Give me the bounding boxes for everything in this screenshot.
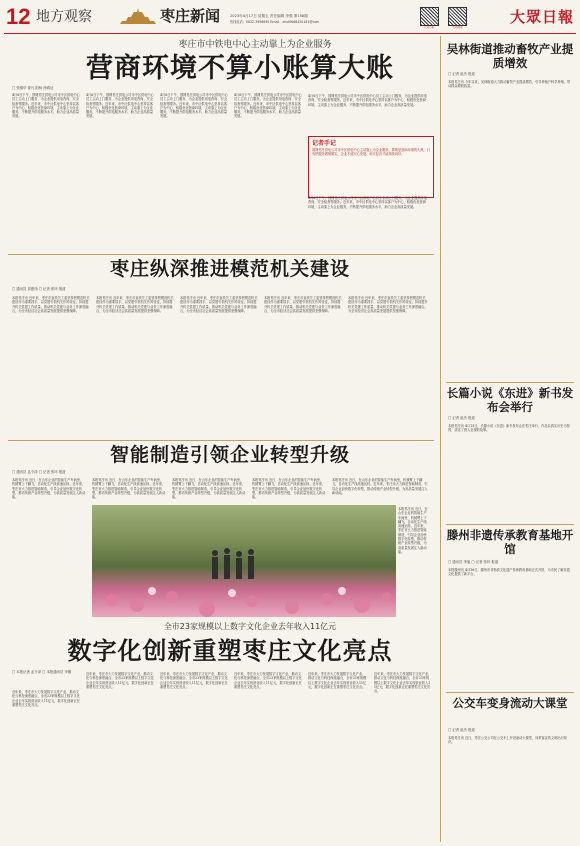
qr-label: 大众新闻 xyxy=(451,26,463,29)
article1-body: 4月6日下午，国网枣庄供电公司市中区供电中心员工主动上门服务，为企业提供用电咨询、安全检查等服务。近年来，市中区供电中心坚持以客户为中心，积极优化营商环境，主动靠上为企业服务，不断提升供电服务水平，助力企业高质量发展。 xyxy=(234,93,302,119)
sidebar-byline-3: □ 通讯员 李旭 □ 记者 张环 报道 xyxy=(448,560,499,564)
date-line: 2023年4月17日 星期五 责任编辑 李强 第158期 xyxy=(230,14,308,18)
article3-body: 本报枣庄讯 近日，在山东企业的智能生产车间里，机械臂上下翻飞，自动化生产线高速运转。近年来，枣庄市大力推进智能制造，引导企业加快数字化转型，推动传统产业转型升级，为高质量发展注入新动能。 xyxy=(92,478,166,500)
article3-byline: □ 通讯员 孟令泽 □ 记者 张环 报道 xyxy=(12,470,66,474)
article4-body: 近年来，枣庄市大力发展数字文化产业，推动文化与科技深度融合，全市23家规模以上数字文化企业去年实现营业收入11亿元，数字化创新正在重塑枣庄文化亮点。 xyxy=(308,672,367,689)
article3-body: 本报枣庄讯 近日，在山东企业的智能生产车间里，机械臂上下翻飞，自动化生产线高速运转。近年来，枣庄市大力推进智能制造，引导企业加快数字化转型，推动传统产业转型升级，为高质量发展注入新动能。 xyxy=(12,478,86,500)
section-name: 地方观察 xyxy=(36,9,92,25)
article1-body: 4月6日下午，国网枣庄供电公司市中区供电中心员工主动上门服务，为企业提供用电咨询、安全检查等服务。近年来，市中区供电中心坚持以客户为中心，积极优化营商环境，主动靠上为企业服务，不断提升供电服务水平，助力企业高质量发展。 xyxy=(86,93,154,119)
qr-code-icon xyxy=(448,7,467,26)
qr-label: 大众日报 xyxy=(423,26,435,29)
article4-kicker: 全市23家规模以上数字文化企业去年收入11亿元 xyxy=(163,622,337,631)
article1-body: 4月6日下午，国网枣庄供电公司市中区供电中心员工主动上门服务，为企业提供用电咨询、安全检查等服务。近年来，市中区供电中心坚持以客户为中心，积极优化营商环境，主动靠上为企业服务，不断提升供电服务水平，助力企业高质量发展。 xyxy=(308,196,427,209)
article4-headline: 数字化创新重塑枣庄文化亮点 xyxy=(67,637,393,665)
article1-byline: □ 张刚华 姜凡 阳杨 徐鸿达 xyxy=(12,86,54,90)
photo-caption-box xyxy=(396,505,430,617)
article4-byline: □ 本报记者 孟令泽 □ 本报通讯员 李刚 xyxy=(12,670,72,674)
article4-body: 近年来，枣庄市大力发展数字文化产业，推动文化与科技深度融合，全市23家规模以上数字文化企业去年实现营业收入11亿元，数字化创新正在重塑枣庄文化亮点。 xyxy=(234,672,302,689)
article2-body: 本报枣庄讯 近年来，枣庄市直机关工委坚持把模范机关建设作为重要抓手，以党建引领机关作风转变，持续提升机关党建工作质量，推动机关党建与业务工作深度融合，为全市经济社会高质量发展提供坚强保障。 xyxy=(96,296,174,313)
article1-body: 4月6日下午，国网枣庄供电公司市中区供电中心员工主动上门服务，为企业提供用电咨询、安全检查等服务。近年来，市中区供电中心坚持以客户为中心，积极优化营商环境，主动靠上为企业服务，不断提升供电服务水平，助力企业高质量发展。 xyxy=(308,94,427,107)
newspaper-logo: 大眾日報 xyxy=(510,8,575,26)
sidebar-byline-1: □ 记者 崔杰 报道 xyxy=(448,72,475,76)
sidebar-headline-2: 长篇小说《东进》新书发布会举行 xyxy=(446,386,574,414)
sidebar-headline-3: 滕州非遗传承教育基地开馆 xyxy=(446,528,574,556)
sidebar-byline-2: □ 记者 崔杰 报道 xyxy=(448,416,475,420)
article3-headline: 智能制造引领企业转型升级 xyxy=(109,444,350,466)
article3-body: 本报枣庄讯 近日，在山东企业的智能生产车间里，机械臂上下翻飞，自动化生产线高速运转。近年来，枣庄市大力推进智能制造，引导企业加快数字化转型，推动传统产业转型升级，为高质量发展注入新动能。 xyxy=(332,478,428,495)
sidebar-body-1: 本报枣庄讯 今年以来，吴林街道大力推动畜牧产业提质增效，引导养殖户科学养殖，带动群众增收致富。 xyxy=(448,80,571,89)
article2-byline: □ 通讯员 刘建伟 □ 记者 张环 报道 xyxy=(12,287,66,291)
sidebar-body-4: 本报枣庄讯 近日，枣庄公交公司在公交车上开设流动大课堂，向乘客宣传文明出行知识。 xyxy=(448,736,567,745)
article2-body: 本报枣庄讯 近年来，枣庄市直机关工委坚持把模范机关建设作为重要抓手，以党建引领机关作风转变，持续提升机关党建工作质量，推动机关党建与业务工作深度融合，为全市经济社会高质量发展提供坚强保障。 xyxy=(348,296,428,313)
people-in-field-icon xyxy=(92,505,396,617)
reporter-note-box xyxy=(308,136,434,198)
article4-body: 近年来，枣庄市大力发展数字文化产业，推动文化与科技深度融合，全市23家规模以上数字文化企业去年实现营业收入11亿元，数字化创新正在重塑枣庄文化亮点。 xyxy=(160,672,228,689)
reporter-note-label: 记者手记 xyxy=(312,140,337,147)
qr-code-icon xyxy=(420,7,439,26)
article1-body: 4月6日下午，国网枣庄供电公司市中区供电中心员工主动上门服务，为企业提供用电咨询、安全检查等服务。近年来，市中区供电中心坚持以客户为中心，积极优化营商环境，主动靠上为企业服务，不断提升供电服务水平，助力企业高质量发展。 xyxy=(160,93,228,119)
article1-kicker: 枣庄市中铁电中心主动靠上为企业服务 xyxy=(178,40,332,50)
contact-line: 热线电话：0632-3956695 Email：zhxf0668420181@com xyxy=(230,20,320,24)
article2-body: 本报枣庄讯 近年来，枣庄市直机关工委坚持把模范机关建设作为重要抓手，以党建引领机关作风转变，持续提升机关党建工作质量，推动机关党建与业务工作深度融合，为全市经济社会高质量发展提供坚强保障。 xyxy=(180,296,258,313)
article1-body: 4月6日下午，国网枣庄供电公司市中区供电中心员工主动上门服务，为企业提供用电咨询、安全检查等服务。近年来，市中区供电中心坚持以客户为中心，积极优化营商环境，主动靠上为企业服务，不断提升供电服务水平，助力企业高质量发展。 xyxy=(12,93,80,119)
article4-body: 近年来，枣庄市大力发展数字文化产业，推动文化与科技深度融合，全市23家规模以上数字文化企业去年实现营业收入11亿元，数字化创新正在重塑枣庄文化亮点。 xyxy=(86,672,154,689)
sidebar-body-2: 本报枣庄讯 4月15日，长篇小说《东进》新书发布会在枣庄举行，作品以真实历史为背景，讲述了感人至深的故事。 xyxy=(448,424,570,433)
article3-body: 本报枣庄讯 近日，在山东企业的智能生产车间里，机械臂上下翻飞，自动化生产线高速运转。近年来，枣庄市大力推进智能制造，引导企业加快数字化转型，推动传统产业转型升级，为高质量发展注入新动能。 xyxy=(252,478,326,500)
article2-body: 本报枣庄讯 近年来，枣庄市直机关工委坚持把模范机关建设作为重要抓手，以党建引领机关作风转变，持续提升机关党建工作质量，推动机关党建与业务工作深度融合，为全市经济社会高质量发展提供坚强保障。 xyxy=(264,296,342,313)
photo-caption: 本报枣庄讯 近日，在山东企业的智能生产车间里，机械臂上下翻飞，自动化生产线高速运转。近年来，枣庄市大力推进智能制造，引导企业加快数字化转型，推动传统产业转型升级，为高质量发展注入新动能。 xyxy=(398,507,428,554)
article1-headline: 营商环境不算小账算大账 xyxy=(86,53,394,84)
article4-body: 近年来，枣庄市大力发展数字文化产业，推动文化与科技深度融合，全市23家规模以上数字文化企业去年实现营业收入11亿元，数字化创新正在重塑枣庄文化亮点。 xyxy=(374,672,432,694)
sidebar-headline-4: 公交车变身流动大课堂 xyxy=(452,696,568,710)
article4-body: 近年来，枣庄市大力发展数字文化产业，推动文化与科技深度融合，全市23家规模以上数字文化企业去年实现营业收入11亿元，数字化创新正在重塑枣庄文化亮点。 xyxy=(12,690,80,707)
article3-body: 本报枣庄讯 近日，在山东企业的智能生产车间里，机械臂上下翻飞，自动化生产线高速运转。近年来，枣庄市大力推进智能制造，引导企业加快数字化转型，推动传统产业转型升级，为高质量发展注入新动能。 xyxy=(172,478,246,500)
sidebar-byline-4: □ 记者 崔杰 报道 xyxy=(448,728,475,732)
paper-section-title: 枣庄新闻 xyxy=(160,7,221,25)
sidebar-headline-1: 吴林街道推动畜牧产业提质增效 xyxy=(446,42,574,70)
pagoda-icon xyxy=(118,6,158,26)
page-number: 12 xyxy=(6,4,31,29)
reporter-note-body: 国网枣庄供电公司市中区供电中心主动靠上为企业服务，算的是营商环境的大账。只有把服务做细做实，企业才能安心发展，地方经济才能持续向好。 xyxy=(312,148,430,157)
article2-body: 本报枣庄讯 近年来，枣庄市直机关工委坚持把模范机关建设作为重要抓手，以党建引领机关作风转变，持续提升机关党建工作质量，推动机关党建与业务工作深度融合，为全市经济社会高质量发展提供坚强保障。 xyxy=(12,296,90,313)
sidebar-body-3: 本报滕州讯 4月16日，滕州市非物质文化遗产传承教育基地正式开馆，为市民了解非遗文化提供了新平台。 xyxy=(448,568,570,577)
peony-field-photo xyxy=(92,505,396,617)
article2-headline: 枣庄纵深推进模范机关建设 xyxy=(109,258,350,280)
